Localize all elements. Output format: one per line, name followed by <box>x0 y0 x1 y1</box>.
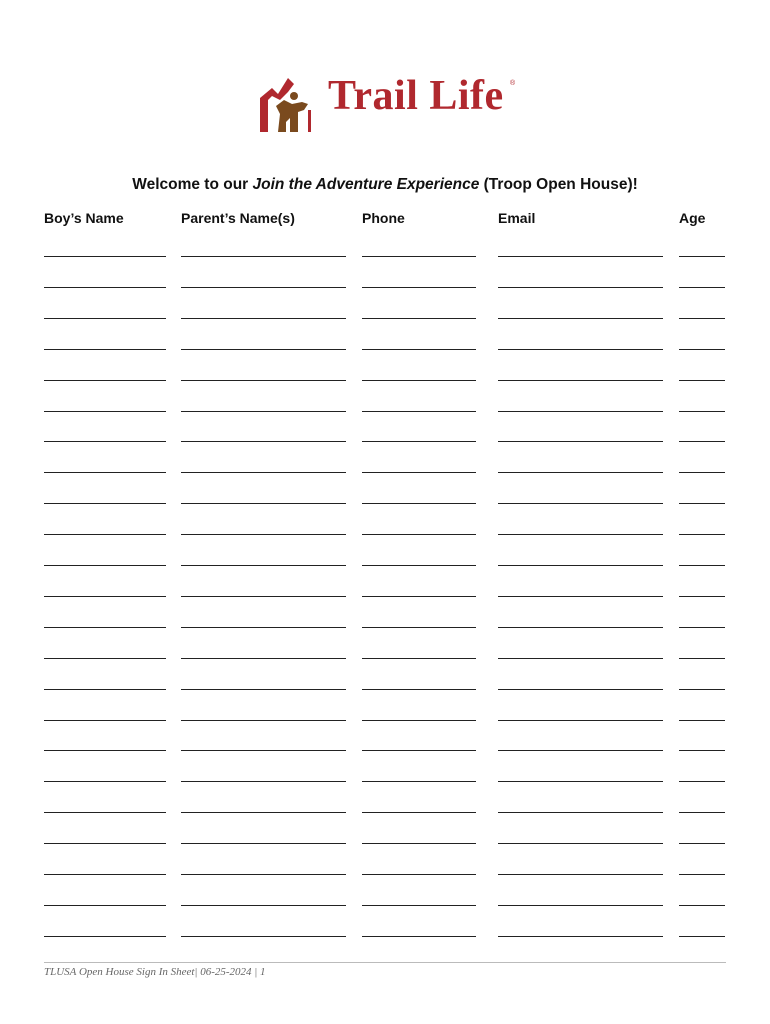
blank-line-email <box>498 812 663 813</box>
page-footer: TLUSA Open House Sign In Sheet| 06-25-2024 | 1 <box>44 966 266 978</box>
logo-wordmark: Trail Life <box>328 73 504 119</box>
blank-line-boys-name <box>44 812 166 813</box>
blank-line-age <box>679 318 725 319</box>
blank-line-parents-names <box>181 936 346 937</box>
blank-line-email <box>498 874 663 875</box>
blank-line-boys-name <box>44 503 166 504</box>
blank-line-phone <box>362 658 476 659</box>
blank-line-phone <box>362 874 476 875</box>
blank-line-boys-name <box>44 596 166 597</box>
blank-line-parents-names <box>181 287 346 288</box>
blank-line-parents-names <box>181 658 346 659</box>
blank-line-age <box>679 781 725 782</box>
blank-line-email <box>498 411 663 412</box>
column-header-age: Age <box>679 210 706 226</box>
blank-line-boys-name <box>44 720 166 721</box>
blank-line-age <box>679 565 725 566</box>
blank-line-email <box>498 781 663 782</box>
blank-line-email <box>498 565 663 566</box>
blank-line-phone <box>362 843 476 844</box>
blank-line-email <box>498 287 663 288</box>
blank-line-parents-names <box>181 781 346 782</box>
blank-line-parents-names <box>181 472 346 473</box>
trail-life-emblem-icon <box>258 74 320 134</box>
blank-line-phone <box>362 503 476 504</box>
blank-line-phone <box>362 936 476 937</box>
blank-line-phone <box>362 750 476 751</box>
registered-mark: ® <box>510 80 516 87</box>
blank-line-boys-name <box>44 411 166 412</box>
column-header-parents-names: Parent’s Name(s) <box>181 210 295 226</box>
blank-line-age <box>679 503 725 504</box>
blank-line-email <box>498 936 663 937</box>
heading-prefix: Welcome to our <box>132 176 253 193</box>
blank-line-age <box>679 287 725 288</box>
blank-line-phone <box>362 318 476 319</box>
blank-line-email <box>498 750 663 751</box>
blank-line-phone <box>362 287 476 288</box>
blank-line-boys-name <box>44 936 166 937</box>
blank-line-parents-names <box>181 720 346 721</box>
blank-line-age <box>679 936 725 937</box>
blank-line-parents-names <box>181 534 346 535</box>
blank-line-age <box>679 689 725 690</box>
blank-line-boys-name <box>44 781 166 782</box>
blank-line-boys-name <box>44 380 166 381</box>
blank-line-boys-name <box>44 534 166 535</box>
blank-line-age <box>679 658 725 659</box>
blank-line-phone <box>362 380 476 381</box>
blank-line-email <box>498 843 663 844</box>
blank-line-boys-name <box>44 843 166 844</box>
blank-line-phone <box>362 472 476 473</box>
blank-line-parents-names <box>181 843 346 844</box>
blank-line-parents-names <box>181 874 346 875</box>
blank-line-parents-names <box>181 905 346 906</box>
heading-emphasis: Join the Adventure Experience <box>252 176 480 193</box>
blank-line-age <box>679 441 725 442</box>
blank-line-email <box>498 905 663 906</box>
blank-line-age <box>679 411 725 412</box>
blank-line-boys-name <box>44 565 166 566</box>
blank-line-parents-names <box>181 503 346 504</box>
blank-line-boys-name <box>44 689 166 690</box>
blank-line-parents-names <box>181 380 346 381</box>
blank-line-email <box>498 318 663 319</box>
blank-line-phone <box>362 905 476 906</box>
blank-line-phone <box>362 596 476 597</box>
blank-line-age <box>679 596 725 597</box>
blank-line-boys-name <box>44 287 166 288</box>
blank-line-phone <box>362 720 476 721</box>
blank-line-age <box>679 720 725 721</box>
blank-line-email <box>498 256 663 257</box>
blank-line-boys-name <box>44 472 166 473</box>
blank-line-phone <box>362 781 476 782</box>
blank-line-phone <box>362 689 476 690</box>
blank-line-boys-name <box>44 658 166 659</box>
blank-line-email <box>498 627 663 628</box>
footer-divider <box>44 962 726 963</box>
blank-line-phone <box>362 411 476 412</box>
blank-line-age <box>679 905 725 906</box>
blank-line-age <box>679 627 725 628</box>
blank-line-age <box>679 750 725 751</box>
blank-line-parents-names <box>181 689 346 690</box>
blank-line-phone <box>362 349 476 350</box>
blank-line-phone <box>362 565 476 566</box>
blank-line-age <box>679 812 725 813</box>
blank-line-email <box>498 658 663 659</box>
blank-line-age <box>679 380 725 381</box>
page-heading <box>0 176 770 194</box>
blank-line-email <box>498 689 663 690</box>
blank-line-parents-names <box>181 441 346 442</box>
blank-line-boys-name <box>44 627 166 628</box>
column-header-boys-name: Boy’s Name <box>44 210 124 226</box>
blank-line-boys-name <box>44 750 166 751</box>
blank-line-boys-name <box>44 318 166 319</box>
blank-line-boys-name <box>44 874 166 875</box>
blank-line-parents-names <box>181 318 346 319</box>
trail-life-logo <box>258 72 518 136</box>
blank-line-boys-name <box>44 441 166 442</box>
blank-line-parents-names <box>181 349 346 350</box>
blank-line-email <box>498 472 663 473</box>
blank-line-age <box>679 349 725 350</box>
blank-line-boys-name <box>44 905 166 906</box>
blank-line-parents-names <box>181 596 346 597</box>
blank-line-parents-names <box>181 750 346 751</box>
blank-line-phone <box>362 256 476 257</box>
blank-line-age <box>679 534 725 535</box>
blank-line-boys-name <box>44 349 166 350</box>
blank-line-email <box>498 380 663 381</box>
blank-line-phone <box>362 627 476 628</box>
blank-line-email <box>498 349 663 350</box>
blank-line-parents-names <box>181 812 346 813</box>
blank-line-parents-names <box>181 627 346 628</box>
blank-line-parents-names <box>181 411 346 412</box>
blank-line-email <box>498 503 663 504</box>
blank-line-age <box>679 843 725 844</box>
blank-line-parents-names <box>181 565 346 566</box>
column-header-email: Email <box>498 210 536 226</box>
blank-line-boys-name <box>44 256 166 257</box>
blank-line-email <box>498 720 663 721</box>
blank-line-phone <box>362 441 476 442</box>
blank-line-email <box>498 534 663 535</box>
heading-suffix: (Troop Open House)! <box>479 176 638 193</box>
blank-line-phone <box>362 812 476 813</box>
blank-line-age <box>679 874 725 875</box>
blank-line-parents-names <box>181 256 346 257</box>
blank-line-email <box>498 441 663 442</box>
blank-line-age <box>679 472 725 473</box>
column-header-phone: Phone <box>362 210 405 226</box>
blank-line-email <box>498 596 663 597</box>
blank-line-age <box>679 256 725 257</box>
blank-line-phone <box>362 534 476 535</box>
